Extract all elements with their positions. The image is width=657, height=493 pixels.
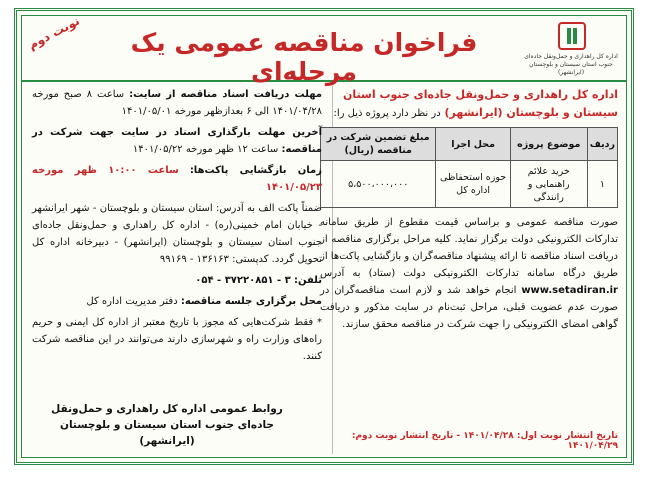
venue-label: محل برگزاری جلسه مناقصه: [180,296,322,307]
doc-deadline-label: مهلت دریافت اسناد مناقصه از سایت: [129,89,323,100]
description-part-1: صورت مناقصه عمومی و براساس قیمت مقطوع از طریق سامانه تدارکات الکترونیکی دولت برگزار نماید. کلیه مراحل برگزاری مناقصه از دریافت اسناد مناقصه تا ارائه پیشنهاد مناقصه‌گران و بازگشایی پاکت‌ها از طریق درگاه سامانه تدارکات الکترونیکی دولت (ستاد) به آدرس [320,217,618,279]
organization-suffix: در نظر دارد پروژه ذیل را: [333,108,441,119]
description [320,214,618,333]
table-header-row [321,128,618,161]
website-link[interactable]: www.setadiran.ir [521,285,618,296]
header [22,13,626,86]
opening-time-value: ساعت ۱۰:۰۰ ظهر مورخه ۱۴۰۱/۰۵/۲۳ [32,165,322,193]
venue-value: دفتر مدیریت اداره کل [86,296,178,307]
description-part-2: انجام خواهد شد و لازم است مناقصه‌گران در صورت عدم عضویت قبلی، مراحل ثبت‌نام در سایت مذکور و دریافت گواهی امضای الکترونیکی را جهت شرکت در مناقصه محقق سازند. [320,285,618,330]
logo-text: اداره کل راهداری و حمل‌ونقل جاده‌ای جنوب استان سیستان و بلوچستان (ایرانشهر) [524,53,618,76]
cell-guarantee-amount: ۵،۵۰۰،۰۰۰،۰۰۰ [321,161,436,208]
address: ضمناً پاکت الف به آدرس: استان سیستان و بلوچستان - شهر ایرانشهر - خیابان امام خمینی(ره) - اداره کل راهداری و حمل‌ونقل جاده‌ای جنوب استان سیستان و بلوچستان (ایرانشهر) - دبیرخانه اداره کل تحویل گردد. کدپستی: ۱۳۶۱۶۳ - ۹۹۱۶۹ [32,203,322,265]
left-column [32,86,322,369]
col-header-row-number: ردیف [587,128,617,161]
doc-deadline [32,86,322,120]
cell-row-number: ۱ [587,161,617,208]
eligibility-note: * فقط شرکت‌هایی که مجوز با تاریخ معتبر از اداره کل ایمنی و حریم راه‌های وزارت راه و شهرسازی دارند می‌توانند در این مناقصه شرکت کنند. [32,317,322,362]
upload-deadline [32,124,322,158]
organization-logo [522,22,620,74]
road-logo-icon [558,22,586,50]
organization-title [320,86,618,123]
doc-deadline-value: ساعت ۸ صبح مورخه ۱۴۰۱/۰۴/۲۸ الی ۶ بعدازظهر مورخه ۱۴۰۱/۰۵/۰۱ [32,89,322,117]
right-column [320,86,618,333]
venue [32,293,322,310]
col-header-project-subject: موضوع پروژه [510,128,587,161]
upload-deadline-label: آخرین مهلت بارگذاری اسناد در سایت جهت شرکت در مناقصه: [32,127,322,155]
organization-name: اداره کل راهداری و حمل‌ونقل جاده‌ای جنوب استان سیستان و بلوچستان (ایرانشهر) [343,88,618,119]
cell-location: حوزه استحفاظی اداره کل [436,161,510,208]
opening-time-label: زمان بازگشایی پاکت‌ها: [189,165,322,176]
cell-project-subject: خرید علائم راهنمایی و رانندگی [510,161,587,208]
tender-notice-inner [21,15,627,458]
col-header-location: محل اجرا [436,128,510,161]
table-row [321,161,618,208]
opening-time [32,162,322,196]
round-badge: نوبت دوم [25,13,82,53]
tender-notice-frame [14,8,634,465]
phone [32,272,322,289]
projects-table [320,127,618,208]
phone-value: ۳ - ۳۷۲۲۰۸۵۱ - ۰۵۴ [195,275,291,286]
publication-dates: تاریخ انتشار نوبت اول: ۱۴۰۱/۰۴/۲۸ - تاریخ انتشار نوبت دوم: ۱۴۰۱/۰۴/۲۹ [351,431,618,451]
phone-label: تلفن: [293,275,322,286]
upload-deadline-value: ساعت ۱۲ ظهر مورخه ۱۴۰۱/۰۵/۲۲ [132,144,279,155]
page-title: فراخوان مناقصه عمومی یک مرحله‌ای [130,28,478,86]
col-header-guarantee-amount: مبلغ تضمین شرکت در مناقصه (ریال) [321,128,436,161]
public-relations-signature: روابط عمومی اداره کل راهداری و حمل‌ونقل جاده‌ای جنوب استان سیستان و بلوچستان (ایرانشهر) [51,403,283,447]
